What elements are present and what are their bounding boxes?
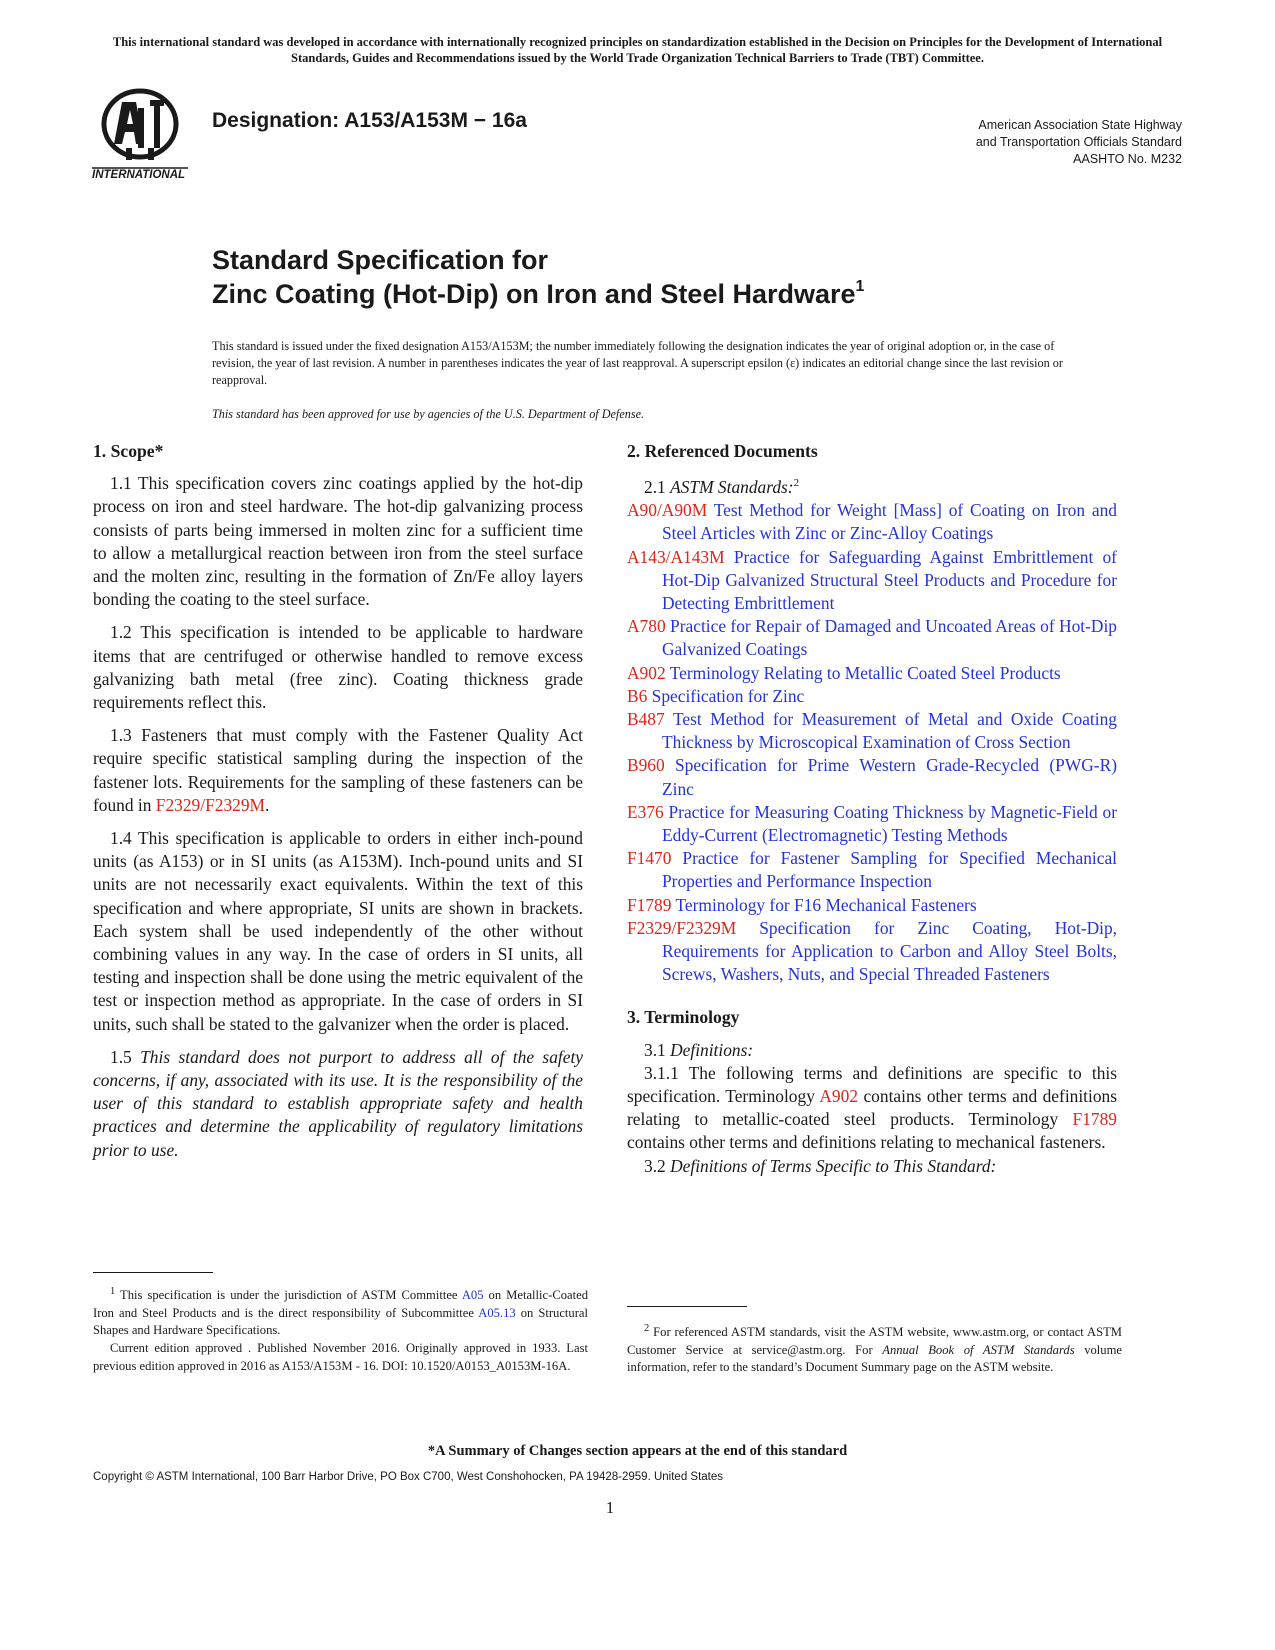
reference-code[interactable]: A90/A90M	[627, 500, 708, 521]
reference-item[interactable]	[627, 847, 1117, 893]
footnote-mark: 2	[644, 1323, 650, 1334]
subsection-number: 2.1	[644, 477, 671, 497]
paragraph-number: 1.5	[110, 1046, 141, 1067]
reference-code[interactable]: E376	[627, 801, 664, 822]
reference-title[interactable]: Practice for Fastener Sampling for Specified Mechanical Properties and Performance Inspection	[662, 848, 1117, 892]
footnote-italic: Annual Book of ASTM Standards	[882, 1342, 1075, 1357]
title-line-1: Standard Specification for	[212, 245, 549, 275]
footnote-mark: 1	[110, 1286, 116, 1297]
footnote-rule	[93, 1272, 213, 1273]
footnote-text: volume information, refer to the standard’s Document Summary page on the ASTM website.	[627, 1342, 1122, 1375]
reference-code[interactable]: A780	[627, 616, 666, 637]
reference-title[interactable]: Practice for Measuring Coating Thickness by Magnetic-Field or Eddy-Current (Electromagnetic) Testing Methods	[662, 801, 1117, 846]
paragraph-text: 1.3 Fasteners that must comply with the Fastener Quality Act require specific statistical sampling during the inspection of the fastener lots. Requirements for the sampling of these fasteners can be found in	[93, 725, 583, 815]
reference-item[interactable]	[627, 894, 1117, 917]
tbt-notice: This international standard was developed in accordance with internationally recognized principles on standardization established in the Decision on Principles for the Development of International Standards, Guides and Recommendations issued by the World Trade Organization Technical Barriers to Trade (TBT) Committee.	[112, 35, 1163, 65]
summary-of-changes-note: *A Summary of Changes section appears at the end of this standard	[427, 1443, 848, 1459]
dod-approval-note: This standard has been approved for use by agencies of the U.S. Department of Defense.	[212, 407, 645, 421]
copyright-line: Copyright © ASTM International, 100 Barr Harbor Drive, PO Box C700, West Conshohocken, PA 19428-2959. United States	[93, 1471, 724, 1483]
astm-logo-mark	[92, 88, 204, 180]
reference-code[interactable]: B6	[627, 685, 648, 706]
reference-code[interactable]: F1789	[627, 894, 672, 915]
footnote-text: on Metallic-Coated Iron and Steel Products and is the direct responsibility of Subcommittee	[93, 1288, 588, 1320]
page-number: 1	[605, 1498, 615, 1517]
subsection-label: Definitions of Terms Specific to This Standard:	[670, 1155, 997, 1176]
link-a902[interactable]: A902	[819, 1086, 859, 1107]
footnote-1-edition: Current edition approved . Published November 2016. Originally approved in 1933. Last previous edition approved in 2016 as A153/A153M - 16. DOI: 10.1520/A0153_A0153M-16A.	[93, 1340, 588, 1373]
subsection-label: Definitions:	[670, 1039, 754, 1060]
subsection-number: 3.2	[644, 1155, 671, 1176]
safety-statement: This standard does not purport to address all of the safety concerns, if any, associated with its use. It is the responsibility of the user of this standard to establish appropriate safety and health practices and determine the applicability of regulatory limitations prior to use.	[93, 1046, 583, 1160]
reference-item[interactable]	[627, 546, 1117, 616]
right-column	[627, 440, 1117, 1178]
reference-title[interactable]: Test Method for Measurement of Metal and Oxide Coating Thickness by Microscopical Examination of Cross Section	[662, 709, 1117, 753]
paragraph-1-4: 1.4 This specification is applicable to orders in either inch-pound units (as A153) or in SI units (as A153M). Inch-pound units and SI units are not necessarily exact equivalents. Within the text of this specification and where appropriate, SI units are shown in brackets. Each system shall be used independently of the other without combining values in any way. In the case of orders in SI units, all testing and inspection shall be done using the metric equivalent of the test or inspection method as appropriate. In the case of orders in SI units, such shall be stated to the galvanizer when the order is placed.	[93, 828, 583, 1034]
title-footnote-mark: 1	[855, 278, 865, 295]
left-column	[93, 440, 583, 1172]
reference-code[interactable]: B960	[627, 755, 665, 776]
reference-title[interactable]: Practice for Safeguarding Against Embrittlement of Hot-Dip Galvanized Structural Steel Products and Procedure for Detecting Embrittlement	[662, 546, 1117, 614]
title-line-2	[212, 277, 864, 311]
reference-code[interactable]: B487	[627, 709, 665, 730]
reference-title[interactable]: Test Method for Weight [Mass] of Coating on Iron and Steel Articles with Zinc or Zinc-Alloy Coatings	[662, 500, 1117, 544]
footnote-2	[627, 1320, 1122, 1377]
aashto-line: American Association State Highway	[978, 118, 1182, 132]
astm-logo	[92, 88, 204, 180]
paragraph-3-1-1	[627, 1062, 1117, 1155]
reference-item[interactable]	[627, 685, 1117, 708]
paragraph-text: contains other terms and definitions relating to mechanical fasteners.	[627, 1132, 1106, 1153]
footnote-text: For referenced ASTM standards, visit the ASTM website, www.astm.org, or contact ASTM Customer Service at service@astm.org. For	[627, 1325, 1122, 1357]
reference-item[interactable]	[627, 801, 1117, 847]
reference-code[interactable]: F2329/F2329M	[627, 917, 737, 938]
footnote-text: on Structural Shapes and Hardware Specifications.	[93, 1305, 588, 1338]
footnote-rule	[627, 1306, 747, 1307]
section-heading-terminology: 3. Terminology	[627, 1007, 740, 1028]
paragraph-text: contains other terms and definitions relating to metallic-coated steel products. Terminology	[627, 1086, 1118, 1130]
footnote-mark: 2	[793, 477, 800, 490]
title-text: Zinc Coating (Hot-Dip) on Iron and Steel Hardware	[212, 279, 856, 309]
paragraph-1-5	[93, 1046, 583, 1162]
subsection-number: 3.1	[644, 1039, 671, 1060]
paragraph-1-1: 1.1 This specification covers zinc coatings applied by the hot-dip process on iron and steel hardware. The hot-dip galvanizing process consists of parts being immersed in molten zinc for a sufficient time to allow a metallurgical reaction between iron from the steel surface and the molten zinc, resulting in the formation of Zn/Fe alloy layers bonding the coating to the steel surface.	[93, 473, 583, 610]
section-heading-scope: 1. Scope*	[93, 441, 164, 461]
reference-code[interactable]: A143/A143M	[627, 546, 725, 567]
link-a05-13[interactable]: A05.13	[478, 1305, 516, 1320]
reference-title[interactable]: Terminology for F16 Mechanical Fasteners	[675, 894, 977, 915]
paragraph-text: 3.1.1 The following terms and definitions are specific to this specification. Terminology	[627, 1062, 1117, 1107]
reference-item[interactable]	[627, 499, 1117, 545]
subsection-label: ASTM Standards:	[670, 477, 794, 497]
footnote-1-text	[93, 1283, 588, 1340]
reference-title[interactable]: Specification for Zinc	[651, 685, 805, 706]
reference-code[interactable]: A902	[627, 662, 666, 683]
aashto-standard	[976, 117, 1182, 168]
footnote-1	[93, 1283, 588, 1375]
link-f1789[interactable]: F1789	[1072, 1109, 1117, 1130]
logo-wordmark: INTERNATIONAL	[92, 169, 186, 180]
paragraph-1-2: 1.2 This specification is intended to be applicable to hardware items that are centrifuged or otherwise handled to remove excess galvanizing bath metal (free zinc). Coating thickness grade requirements reflect this.	[93, 622, 583, 713]
reference-title[interactable]: Specification for Prime Western Grade-Recycled (PWG-R) Zinc	[662, 755, 1117, 799]
aashto-line: AASHTO No. M232	[1073, 152, 1182, 166]
designation: Designation: A153/A153M − 16a	[212, 109, 527, 132]
link-a05[interactable]: A05	[461, 1288, 484, 1303]
reference-item[interactable]	[627, 708, 1117, 754]
reference-item[interactable]	[627, 754, 1117, 800]
reference-item[interactable]	[627, 615, 1117, 661]
footnote-2-text	[627, 1320, 1122, 1377]
reference-title[interactable]: Specification for Zinc Coating, Hot-Dip, Requirements for Application to Carbon and Alloy Steel Bolts, Screws, Washers, Nuts, and Special Threaded Fasteners	[662, 917, 1118, 985]
paragraph-1-3	[93, 724, 583, 817]
link-f2329[interactable]: F2329/F2329M	[155, 794, 265, 815]
reference-list	[627, 499, 1117, 986]
reference-item[interactable]	[627, 917, 1117, 987]
aashto-line: and Transportation Officials Standard	[975, 135, 1182, 149]
subsection-3-2	[627, 1155, 1117, 1178]
reference-code[interactable]: F1470	[627, 848, 672, 869]
issue-note: This standard is issued under the fixed designation A153/A153M; the number immediately following the designation indicates the year of original adoption or, in the case of revision, the year of last revision. A number in parentheses indicates the year of last reapproval. A superscript epsilon (ε) indicates an editorial change since the last revision or reapproval.	[212, 339, 1063, 387]
reference-title[interactable]: Practice for Repair of Damaged and Uncoated Areas of Hot-Dip Galvanized Coatings	[662, 616, 1117, 660]
reference-title[interactable]: Terminology Relating to Metallic Coated Steel Products	[669, 662, 1061, 683]
subsection-2-1	[627, 472, 1117, 499]
reference-item[interactable]	[627, 662, 1117, 685]
footnote-text: This specification is under the jurisdiction of ASTM Committee	[115, 1288, 462, 1303]
document-title	[212, 243, 864, 311]
section-heading-referenced-documents: 2. Referenced Documents	[627, 441, 818, 461]
subsection-3-1	[627, 1039, 1117, 1062]
paragraph-text: .	[265, 794, 270, 815]
